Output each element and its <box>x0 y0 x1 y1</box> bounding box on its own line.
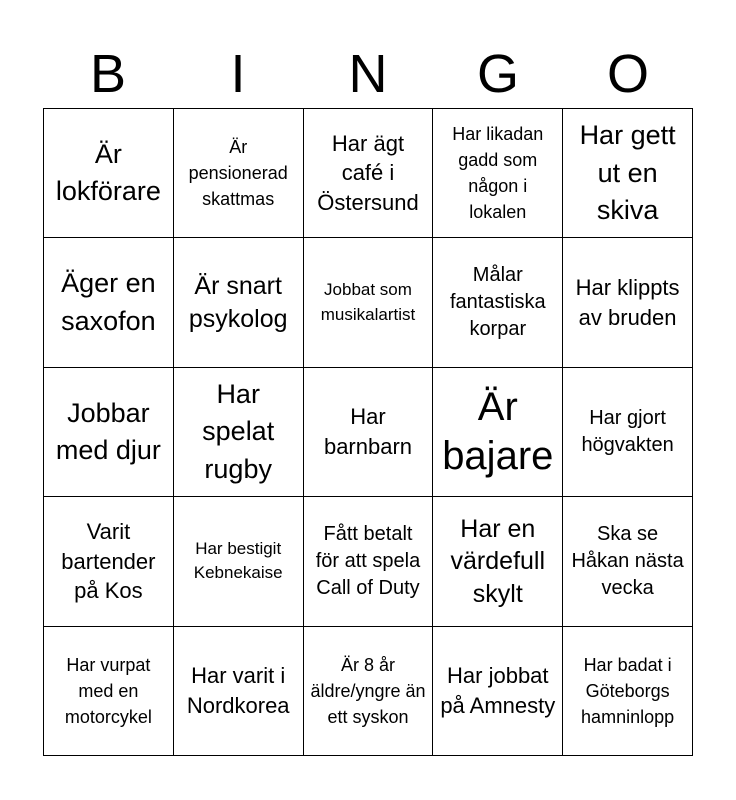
header-letter-n: N <box>348 44 388 104</box>
cell-text: Jobbat som musikalartist <box>320 279 416 324</box>
cell-text: Har spelat rugby <box>202 379 275 484</box>
cell-text: Är snart psykolog <box>188 272 288 333</box>
cell-text: Har gjort högvakten <box>581 406 674 456</box>
bingo-cell[interactable] <box>433 497 563 626</box>
cell-text: Är bajare <box>442 385 554 478</box>
bingo-cell[interactable] <box>174 368 304 497</box>
cell-text: Är 8 år äldre/yngre än ett syskon <box>310 654 426 727</box>
bingo-cell[interactable] <box>174 238 304 367</box>
cell-text: Har klippts av bruden <box>575 274 680 330</box>
bingo-cell[interactable] <box>174 109 304 238</box>
bingo-cell[interactable] <box>44 368 174 497</box>
bingo-cell[interactable] <box>44 497 174 626</box>
bingo-cell[interactable] <box>44 238 174 367</box>
bingo-cell[interactable] <box>433 627 563 756</box>
cell-text: Har jobbat på Amnesty <box>440 663 556 718</box>
cell-text: Är pensionerad skattmas <box>188 137 288 210</box>
bingo-cell[interactable] <box>433 238 563 367</box>
bingo-cell[interactable] <box>304 109 434 238</box>
cell-text: Har vurpat med en motorcykel <box>64 654 152 727</box>
cell-text: Målar fantastiska korpar <box>449 264 546 341</box>
bingo-cell[interactable] <box>433 109 563 238</box>
bingo-cell[interactable] <box>563 238 693 367</box>
cell-text: Har ägt café i Östersund <box>317 130 419 216</box>
bingo-cell[interactable] <box>563 109 693 238</box>
cell-text: Har varit i Nordkorea <box>186 663 290 718</box>
cell-text: Har likadan gadd som någon i lokalen <box>452 124 544 223</box>
bingo-header <box>43 40 693 108</box>
cell-text: Har badat i Göteborgs hamninlopp <box>581 654 675 727</box>
bingo-cell[interactable] <box>304 238 434 367</box>
bingo-cell[interactable] <box>563 497 693 626</box>
header-letter-b: B <box>89 44 127 104</box>
bingo-cell[interactable] <box>304 627 434 756</box>
header-letter-g: G <box>476 44 519 104</box>
cell-text: Ska se Håkan nästa vecka <box>571 522 684 599</box>
bingo-cell[interactable] <box>174 497 304 626</box>
cell-text: Jobbar med djur <box>55 397 161 465</box>
bingo-cell[interactable] <box>304 368 434 497</box>
bingo-cell[interactable] <box>174 627 304 756</box>
cell-text: Har barnbarn <box>323 404 413 459</box>
header-letter-i: I <box>230 44 246 104</box>
cell-text: Har bestigit Kebnekaise <box>193 538 283 583</box>
bingo-cell[interactable] <box>44 109 174 238</box>
cell-text: Äger en saxofon <box>61 268 156 336</box>
bingo-cell[interactable] <box>304 497 434 626</box>
cell-text: Fått betalt för att spela Call of Duty <box>315 522 421 599</box>
cell-text: Har gett ut en skiva <box>579 120 676 225</box>
bingo-card-grid <box>43 108 693 756</box>
cell-text: Har en värdefull skylt <box>450 514 546 608</box>
bingo-cell[interactable] <box>563 627 693 756</box>
cell-text: Är lokförare <box>55 138 161 207</box>
bingo-cell[interactable] <box>433 368 563 497</box>
header-letter-o: O <box>606 44 649 104</box>
bingo-cell[interactable] <box>44 627 174 756</box>
cell-text: Varit bartender på Kos <box>61 518 156 604</box>
bingo-cell[interactable] <box>563 368 693 497</box>
